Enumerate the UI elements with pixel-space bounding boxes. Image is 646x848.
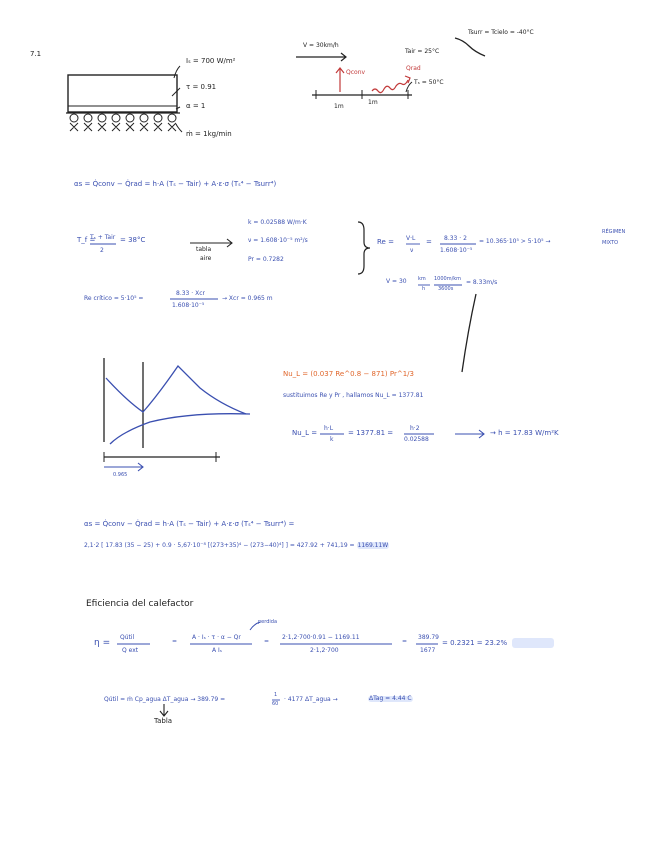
table-label: tabla [196, 246, 212, 253]
v-conv-f2-den: 3600s [438, 286, 454, 292]
eff-frac4-den: 1677 [420, 647, 436, 654]
ts-label: Tₛ = 50°C [414, 79, 444, 86]
nusselt-substitute: sustituimos Re y Pr , hallamos Nu_L = 1377.81 [283, 392, 424, 399]
eff-frac3-num: 2·1,2·700·0.91 − 1169.11 [282, 634, 360, 641]
qrad-label: Qrad [406, 65, 421, 72]
re-frac2-den: 1.608·10⁻⁵ [440, 247, 473, 254]
perdida-label: perdida [258, 619, 278, 625]
heat-transfer-graph [104, 358, 250, 471]
xcr-graph-label: 0.965 [113, 472, 128, 478]
v-conv-lhs: V = 30 [386, 278, 407, 285]
eff-frac3-den: 2·1,2·700 [310, 647, 339, 654]
balance2-expression: 2,1·2 [ 17.83 (35 − 25) + 0.9 · 5,67·10⁻⁸ [(273+35)⁴ − (273−40)⁴] ] = 427.92 + 741,19 = [84, 542, 355, 549]
energy-balance-1: αs = Q̇conv − Q̇rad = h·A (Tₛ − Tair) + A·ε·σ (Tₛ⁴ − Tsurr⁴) [74, 180, 277, 188]
tf-frac-den: 2 [100, 247, 104, 254]
eff-frac1-den: Q ext [122, 647, 139, 654]
recrit-result: → Xcr = 0.965 m [222, 295, 273, 302]
eta-result: = 0.2321 = 23.2% [442, 639, 508, 647]
eff-frac2-den: A Iₛ [212, 647, 223, 654]
nu-lhs: Nu_L = [292, 429, 318, 437]
regime-line-2: MIXTO [602, 240, 619, 246]
alpha-label: α = 1 [186, 102, 206, 110]
pr-value: Pr = 0.7282 [248, 256, 284, 263]
re-frac1-num: V·L [406, 235, 416, 242]
v-conv-f1-num: km [418, 276, 426, 282]
connector-line [462, 294, 476, 372]
eff-frac4-num: 389.79 [418, 634, 439, 641]
eff-frac2-num: A · Iₛ · τ · α − Qr [192, 634, 241, 641]
useful-lhs: Qútil = ṁ Cp_agua ΔT_agua → 389.79 = [104, 696, 226, 703]
velocity-label: V = 30km/h [303, 42, 339, 49]
dim-label-1: 1m [334, 103, 344, 110]
nusselt-formula: Nu_L = (0.037 Re^0.8 − 871) Pr^1/3 [283, 370, 414, 378]
delta-t-result: ΔTag = 4.44 C [369, 695, 412, 702]
tabla-note: Tabla [154, 717, 173, 725]
tau-label: τ = 0.91 [186, 83, 217, 91]
energy-balance-2-line-2 [84, 543, 389, 549]
eff-eq-3: = [402, 638, 408, 645]
useful-frac-num: 1 [274, 692, 278, 698]
tsurr-label: Tsurr = Tcielo = -40°C [468, 29, 534, 36]
mdot-label: ṁ = 1kg/min [186, 130, 232, 138]
tsurr-squiggle [455, 38, 485, 56]
v-conv-f1-den: h [422, 286, 426, 292]
re-result: = 10.365·10⁵ > 5·10⁵ → [479, 238, 551, 245]
eff-eq-1: = [172, 638, 178, 645]
dim-label-2: 1m [368, 99, 378, 106]
irradiance-label: Iₛ = 700 W/m² [186, 57, 236, 65]
v-conv-result: = 8.33m/s [466, 279, 498, 286]
eta-highlight-mark [512, 638, 554, 648]
nu-frac-num: h·L [324, 425, 334, 432]
re-lhs: Re = [377, 238, 394, 246]
table-sub: aire [200, 255, 212, 262]
energy-balance-2-line-1: αs = Q̇conv − Q̇rad = h·A (Tₛ − Tair) + A·ε·σ (Tₛ⁴ − Tsurr⁴) = [84, 520, 295, 528]
h-result: → h = 17.83 W/m²K [490, 429, 559, 437]
problem-number: 7.1 [30, 50, 42, 58]
useful-frac-den: 60 [272, 701, 279, 707]
re-eq: = [426, 238, 432, 246]
tf-frac-num: Tₛ + Tair [90, 234, 116, 241]
v-conv-f2-num: 1000m/km [434, 276, 462, 282]
nu-frac-den: k [330, 436, 334, 443]
fraction-bars [90, 244, 476, 700]
tf-lhs: T_f = [77, 236, 96, 244]
nu-frac2-den: 0.02588 [404, 436, 429, 443]
tube-row [70, 114, 176, 122]
nu-eq: = 1377.81 = [348, 429, 394, 437]
useful-rhs: · 4177 ΔT_agua → [284, 696, 338, 703]
eta-lhs: η = [94, 638, 111, 648]
re-frac2-num: 8.33 · 2 [444, 235, 467, 242]
regime-line-1: RÉGIMEN [602, 229, 626, 235]
props-brace [358, 222, 370, 274]
re-frac1-den: ν [410, 247, 414, 254]
balance2-result: 1169.11W [357, 542, 389, 549]
recrit-lhs: Re crítico = 5·10⁵ = [84, 295, 144, 302]
insulation-crosses [70, 123, 176, 131]
tair-label: Tair = 25°C [405, 48, 440, 55]
efficiency-heading: Eficiencia del calefactor [86, 599, 194, 609]
k-value: k = 0.02588 W/m·K [248, 219, 307, 226]
nu-frac2-num: h·2 [410, 425, 420, 432]
qrad-squiggle [372, 80, 408, 93]
eff-frac1-num: Qútil [120, 634, 135, 641]
qconv-label: Qconv [346, 69, 366, 76]
nu-value: ν = 1.608·10⁻⁵ m²/s [248, 237, 308, 244]
eff-eq-2: = [264, 638, 270, 645]
recrit-frac-den: 1.608·10⁻⁵ [172, 302, 205, 309]
recrit-frac-num: 8.33 · Xcr [176, 290, 205, 297]
tf-value: = 38°C [120, 236, 146, 244]
